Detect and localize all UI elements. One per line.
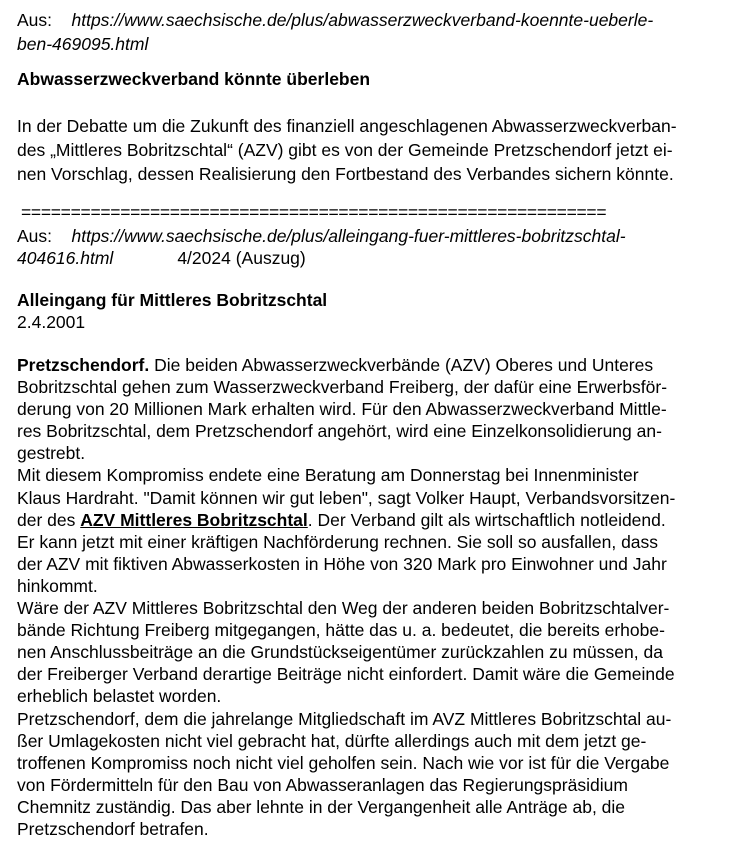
body-line: Pretzschendorf betrafen. <box>17 818 209 839</box>
body-line: derung von 20 Millionen Mark erhalten wird. Für den Abwasserzweckverband Mittle- <box>17 399 667 420</box>
body-line: res Bobritzschtal, dem Pretzschendorf angehört, wird eine Einzelkonsolidierung an- <box>17 421 662 442</box>
body-line: der Freiberger Verband derartige Beiträge nicht einfordert. Damit wäre die Gemeinde <box>17 664 675 685</box>
article-title: Alleingang für Mittleres Bobritzschtal <box>17 290 328 310</box>
article-date: 2.4.2001 <box>17 312 86 333</box>
body-line: Chemnitz zuständig. Das aber lehnte in der Vergangenheit alle Anträge ab, die <box>17 796 626 817</box>
body-line: Klaus Hardraht. "Damit können wir gut leben", sagt Volker Haupt, Verbandsvorsitzen- <box>17 487 676 508</box>
azv-link[interactable]: AZV Mittleres Bobritzschtal <box>80 509 308 530</box>
body-line: ßer Umlagekosten nicht viel gebracht hat, dürfte allerdings auch mit dem jetzt ge- <box>17 730 647 751</box>
body-line: nen Anschlussbeiträge an die Grundstückseigentümer zurückzahlen zu müssen, da <box>17 642 663 663</box>
article-title: Abwasserzweckverband könnte überleben <box>17 69 371 89</box>
body-line: Mit diesem Kompromiss endete eine Beratung am Donnerstag bei Innenminister <box>17 465 639 486</box>
body-line: Bobritzschtal gehen zum Wasserzweckverband Freiberg, der dafür eine Erwerbsför- <box>17 377 668 398</box>
source-note: 4/2024 (Auszug) <box>177 248 306 269</box>
source-url-cont[interactable]: ben-469095.html <box>17 34 149 54</box>
body-line: troffenen Kompromiss noch nicht viel geholfen sein. Nach wie vor ist für die Vergabe <box>17 752 670 773</box>
body-line: gestrebt. <box>17 443 86 464</box>
body-line: von Fördermitteln für den Bau von Abwasseranlagen das Regierungspräsidium <box>17 774 628 795</box>
body-line: Wäre der AZV Mittleres Bobritzschtal den Weg der anderen beiden Bobritzschtalver- <box>17 598 670 619</box>
source-url[interactable]: https://www.saechsische.de/plus/abwasserzweckverband-koennte-ueberle- <box>71 10 654 30</box>
article-1 <box>17 67 745 91</box>
article-2-header <box>17 289 745 333</box>
body-line: nen Vorschlag, dessen Realisierung den Fortbestand des Verbandes sichern könnte. <box>17 164 674 184</box>
source-url-cont[interactable]: 404616.html <box>17 248 114 269</box>
article-1-body <box>17 114 745 186</box>
body-line: In der Debatte um die Zukunft des finanziell angeschlagenen Abwasserzweckverban- <box>17 116 677 136</box>
separator-line: =========================================================== <box>21 202 607 222</box>
body-line: hinkommt. <box>17 575 98 596</box>
source-citation-2 <box>17 225 745 269</box>
body-line: Pretzschendorf, dem die jahrelange Mitgliedschaft im AVZ Mittleres Bobritzschtal au- <box>17 708 672 729</box>
body-line: des „Mittleres Bobritzschtal“ (AZV) gibt es von der Gemeinde Pretzschendorf jetzt ei- <box>17 140 673 160</box>
body-line: erheblich belastet worden. <box>17 686 222 707</box>
source-label: Aus: <box>17 226 53 246</box>
article-2-body: Pretzschendorf. Die beiden Abwasserzweckverbände (AZV) Oberes und Unteres Bobritzschtal gehen zum Wasserzweckverband Freiberg, der dafür eine Erwerbsför- derung von 20 Millionen Mark erhalten wird. Für den Abwasserzweckverband Mittle- res Bobritzschtal, dem Pretzschendorf angehört, wird eine Einzelkonsolidierung an- gestrebt. Mit diesem Kompromiss endete eine Beratung am Donnerstag bei Innenminister Klaus Hardraht. "Damit können wir gut leben", sagt Volker Haupt, Verbandsvorsitzen- der des AZV Mittleres Bobritzschtal. Der Verband gilt als wirtschaftlich notleidend. Er kann jetzt mit einer kräftigen Nachförderung rechnen. Sie soll so ausfallen, dass der AZV mit fiktiven Abwasserkosten in Höhe von 320 Mark pro Einwohner und Jahr hinkommt. Wäre der AZV Mittleres Bobritzschtal den Weg der anderen beiden Bobritzschtalver- bände Richtung Freiberg mitgegangen, hätte das u. a. bedeutet, die bereits erhobe- nen Anschlussbeiträge an die Grundstückseigentümer zurückzahlen zu müssen, da der Freiberger Verband derartige Beiträge nicht einfordert. Damit wäre die Gemeinde erheblich belastet worden. Pretzschendorf, dem die jahrelange Mitgliedschaft im AVZ Mittleres Bobritzschtal au- ßer Umlagekosten nicht viel gebracht hat, dürfte allerdings auch mit dem jetzt ge- troffenen Kompromiss noch nicht viel geholfen sein. Nach wie vor ist für die Vergabe von Fördermitteln für den Bau von Abwasseranlagen das Regierungspräsidium Chemnitz zuständig. Das aber lehnte in der Vergangenheit alle Anträge ab, die Pretzschendorf betrafen. <box>17 354 745 840</box>
dateline: Pretzschendorf. <box>17 355 150 375</box>
body-line: der AZV mit fiktiven Abwasserkosten in Höhe von 320 Mark pro Einwohner und Jahr <box>17 553 667 574</box>
body-line: bände Richtung Freiberg mitgegangen, hätte das u. a. bedeutet, die bereits erhobe- <box>17 620 665 641</box>
source-url[interactable]: https://www.saechsische.de/plus/alleingang-fuer-mittleres-bobritzschtal- <box>71 226 626 246</box>
source-citation-1 <box>17 8 745 56</box>
body-line: Er kann jetzt mit einer kräftigen Nachförderung rechnen. Sie soll so ausfallen, dass <box>17 531 659 552</box>
source-label: Aus: <box>17 10 53 30</box>
